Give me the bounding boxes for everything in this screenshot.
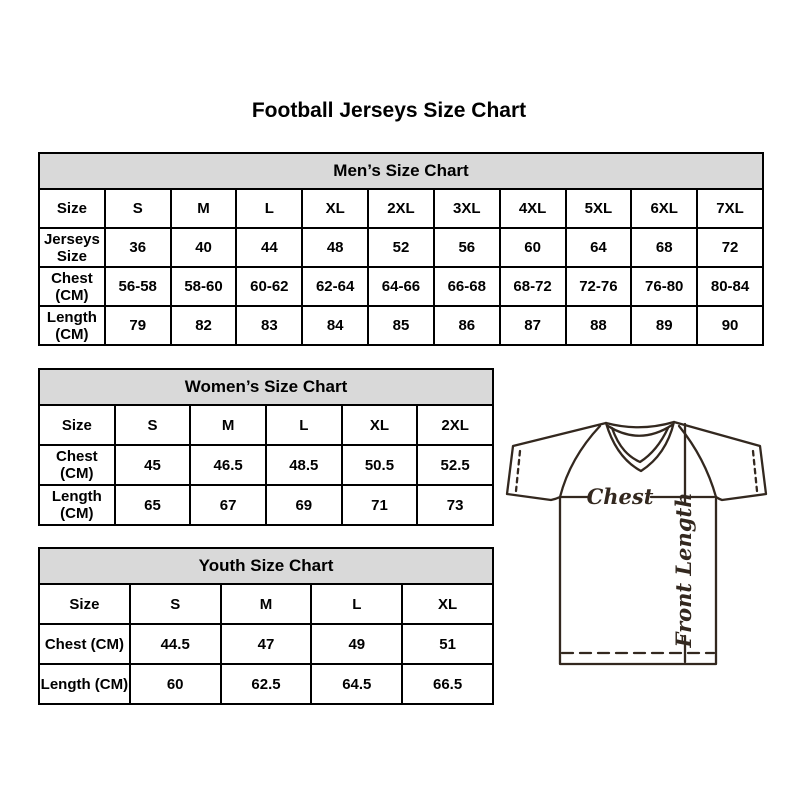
womens-value-cell: XL: [342, 405, 418, 445]
mens-value-cell: XL: [302, 189, 368, 228]
youth-table-row: [39, 624, 493, 664]
jersey-left-cuff-dashed-seam: [516, 451, 520, 491]
womens-value-cell: 73: [417, 485, 493, 525]
youth-row-label: Size: [39, 584, 130, 624]
mens-value-cell: 80-84: [697, 267, 763, 306]
mens-table-row: [39, 189, 763, 228]
mens-value-cell: 87: [500, 306, 566, 345]
mens-row-label: Length (CM): [39, 306, 105, 345]
womens-table-row: [39, 485, 493, 525]
mens-value-cell: 40: [171, 228, 237, 267]
womens-value-cell: S: [115, 405, 191, 445]
youth-value-cell: 60: [130, 664, 221, 704]
mens-value-cell: 64: [566, 228, 632, 267]
youth-table-row: [39, 584, 493, 624]
mens-value-cell: 7XL: [697, 189, 763, 228]
womens-row-label: Length (CM): [39, 485, 115, 525]
mens-value-cell: 68-72: [500, 267, 566, 306]
mens-value-cell: 44: [236, 228, 302, 267]
womens-size-table: [38, 368, 494, 526]
youth-value-cell: S: [130, 584, 221, 624]
chest-measurement-label: Chest: [586, 484, 654, 509]
youth-value-cell: 49: [311, 624, 402, 664]
mens-value-cell: 3XL: [434, 189, 500, 228]
mens-value-cell: M: [171, 189, 237, 228]
youth-value-cell: 62.5: [221, 664, 312, 704]
womens-value-cell: 2XL: [417, 405, 493, 445]
mens-table-row: [39, 267, 763, 306]
womens-table-title: Women’s Size Chart: [39, 369, 493, 405]
mens-value-cell: 62-64: [302, 267, 368, 306]
mens-value-cell: 88: [566, 306, 632, 345]
womens-value-cell: L: [266, 405, 342, 445]
womens-value-cell: 48.5: [266, 445, 342, 485]
mens-table-title: Men’s Size Chart: [39, 153, 763, 189]
mens-value-cell: 4XL: [500, 189, 566, 228]
youth-value-cell: 44.5: [130, 624, 221, 664]
mens-value-cell: 72: [697, 228, 763, 267]
youth-value-cell: 51: [402, 624, 493, 664]
youth-row-label: Length (CM): [39, 664, 130, 704]
mens-value-cell: 5XL: [566, 189, 632, 228]
jersey-right-sleeve: [674, 422, 766, 500]
mens-value-cell: 60-62: [236, 267, 302, 306]
youth-table-row: [39, 664, 493, 704]
womens-table-row: [39, 405, 493, 445]
mens-value-cell: 90: [697, 306, 763, 345]
mens-value-cell: 79: [105, 306, 171, 345]
womens-value-cell: 67: [190, 485, 266, 525]
youth-value-cell: XL: [402, 584, 493, 624]
mens-value-cell: 66-68: [434, 267, 500, 306]
mens-value-cell: 72-76: [566, 267, 632, 306]
mens-table-row: [39, 228, 763, 267]
mens-table-row: [39, 306, 763, 345]
mens-value-cell: 83: [236, 306, 302, 345]
womens-row-label: Size: [39, 405, 115, 445]
mens-value-cell: 64-66: [368, 267, 434, 306]
mens-value-cell: 82: [171, 306, 237, 345]
mens-value-cell: 6XL: [631, 189, 697, 228]
youth-size-table: [38, 547, 494, 705]
mens-row-label: Jerseys Size: [39, 228, 105, 267]
mens-value-cell: 84: [302, 306, 368, 345]
jersey-collar-back-arc-1: [606, 422, 674, 427]
mens-value-cell: 48: [302, 228, 368, 267]
mens-value-cell: 76-80: [631, 267, 697, 306]
youth-value-cell: M: [221, 584, 312, 624]
womens-value-cell: M: [190, 405, 266, 445]
mens-value-cell: L: [236, 189, 302, 228]
front-length-measurement-label: Front Length: [671, 492, 696, 648]
womens-value-cell: 46.5: [190, 445, 266, 485]
mens-value-cell: 85: [368, 306, 434, 345]
mens-value-cell: 86: [434, 306, 500, 345]
mens-value-cell: 52: [368, 228, 434, 267]
youth-row-label: Chest (CM): [39, 624, 130, 664]
youth-value-cell: 64.5: [311, 664, 402, 704]
jersey-right-cuff-dashed-seam: [753, 451, 757, 491]
womens-row-label: Chest (CM): [39, 445, 115, 485]
womens-value-cell: 45: [115, 445, 191, 485]
youth-table-title: Youth Size Chart: [39, 548, 493, 584]
womens-value-cell: 50.5: [342, 445, 418, 485]
mens-row-label: Chest (CM): [39, 267, 105, 306]
mens-value-cell: 56-58: [105, 267, 171, 306]
mens-value-cell: 56: [434, 228, 500, 267]
youth-value-cell: 47: [221, 624, 312, 664]
womens-value-cell: 52.5: [417, 445, 493, 485]
mens-value-cell: 60: [500, 228, 566, 267]
youth-value-cell: 66.5: [402, 664, 493, 704]
mens-row-label: Size: [39, 189, 105, 228]
youth-value-cell: L: [311, 584, 402, 624]
page-title: Football Jerseys Size Chart: [251, 99, 527, 122]
jersey-measurement-diagram: [496, 406, 780, 678]
womens-value-cell: 65: [115, 485, 191, 525]
mens-value-cell: 58-60: [171, 267, 237, 306]
womens-table-row: [39, 445, 493, 485]
mens-value-cell: S: [105, 189, 171, 228]
mens-size-table: [38, 152, 764, 346]
womens-value-cell: 71: [342, 485, 418, 525]
mens-value-cell: 36: [105, 228, 171, 267]
womens-value-cell: 69: [266, 485, 342, 525]
mens-value-cell: 89: [631, 306, 697, 345]
mens-value-cell: 68: [631, 228, 697, 267]
mens-value-cell: 2XL: [368, 189, 434, 228]
